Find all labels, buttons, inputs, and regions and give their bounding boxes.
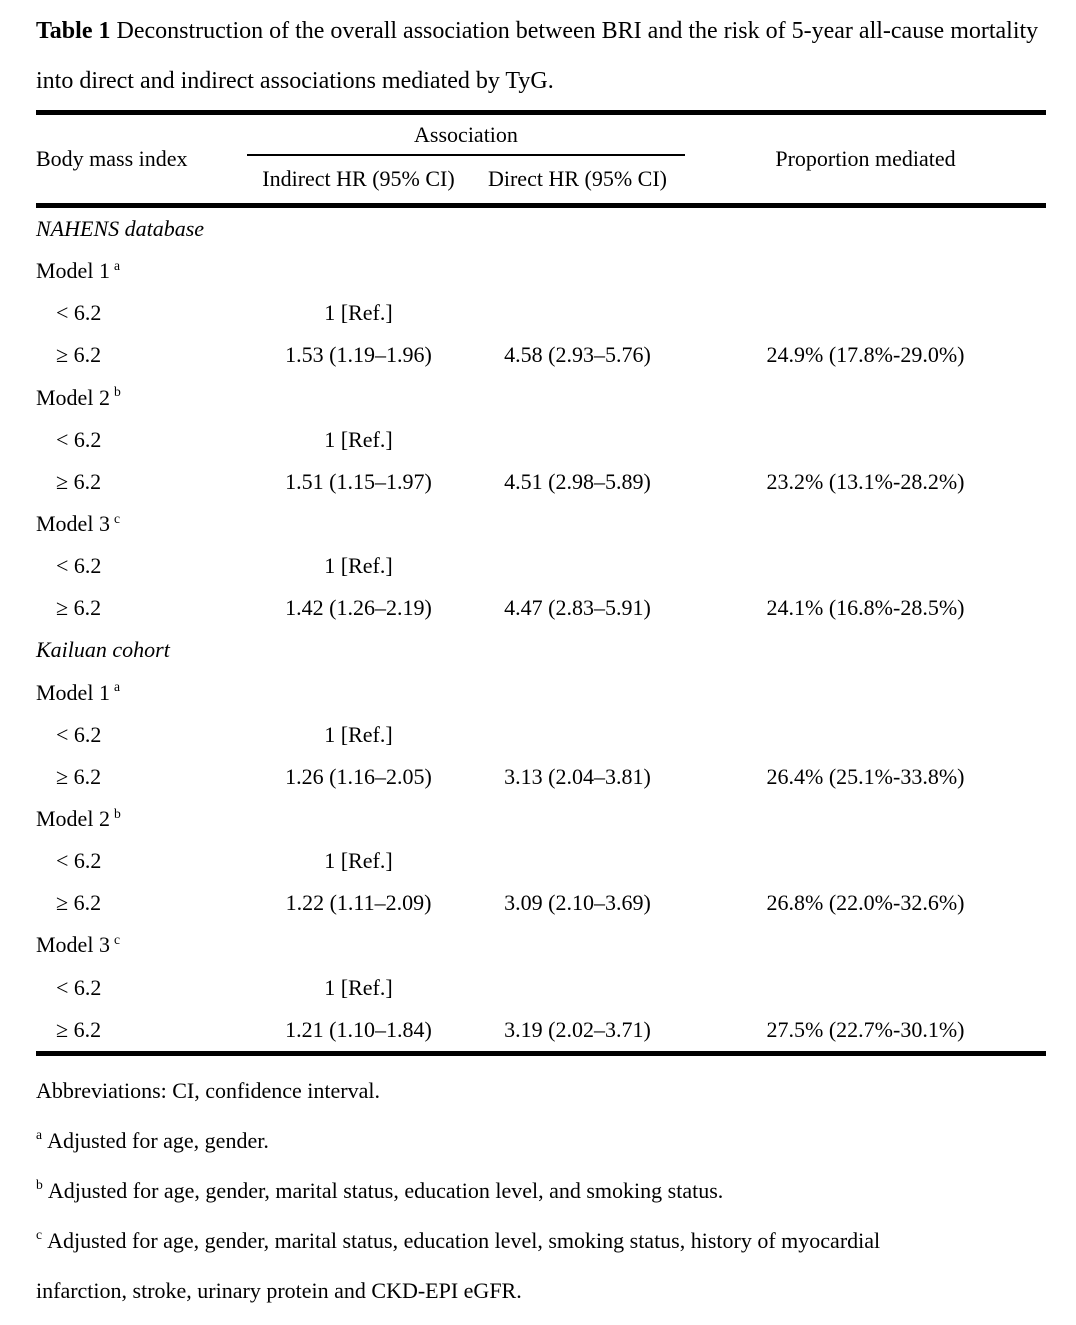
model-footnote-marker: c bbox=[113, 932, 121, 948]
proportion-mediated-cell: 24.1% (16.8%-28.5%) bbox=[766, 595, 965, 621]
row-label: < 6.2 bbox=[56, 974, 102, 1000]
row-label: ≥ 6.2 bbox=[56, 342, 102, 368]
indirect-hr-cell: 1.53 (1.19–1.96) bbox=[285, 342, 432, 368]
row-label: ≥ 6.2 bbox=[56, 468, 102, 494]
table-row bbox=[36, 250, 1046, 292]
direct-hr-cell: 4.51 (2.98–5.89) bbox=[504, 468, 651, 494]
proportion-mediated-cell: 27.5% (22.7%-30.1%) bbox=[766, 1016, 965, 1042]
indirect-hr-cell: 1.26 (1.16–2.05) bbox=[285, 763, 432, 789]
header-proportion-mediated: Proportion mediated bbox=[775, 146, 956, 171]
indirect-hr-cell: 1.51 (1.15–1.97) bbox=[285, 468, 432, 494]
model-footnote-marker: b bbox=[113, 805, 121, 821]
direct-hr-cell: 3.13 (2.04–3.81) bbox=[504, 763, 651, 789]
table-row bbox=[36, 377, 1046, 419]
table-body bbox=[36, 208, 1046, 1051]
footnotes bbox=[36, 1066, 1046, 1316]
row-label: Model 3 $^c$ bbox=[36, 510, 121, 537]
header-direct-hr: Direct HR (95% CI) bbox=[487, 165, 667, 191]
proportion-mediated-cell: 26.8% (22.0%-32.6%) bbox=[766, 890, 965, 916]
footnote-line: $^a$ Adjusted for age, gender. bbox=[36, 1127, 269, 1153]
table-header bbox=[36, 115, 1046, 208]
row-label: Model 1 $^a$ bbox=[36, 679, 121, 705]
row-label: Model 2 $^b$ bbox=[36, 805, 121, 832]
table-row bbox=[36, 208, 1046, 250]
table-row bbox=[36, 503, 1046, 545]
indirect-hr-cell: 1.22 (1.11–2.09) bbox=[285, 890, 432, 916]
indirect-hr-cell: 1.21 (1.10–1.84) bbox=[285, 1016, 432, 1042]
header-indirect-hr: Indirect HR (95% CI) bbox=[262, 165, 455, 191]
table-row bbox=[36, 545, 1046, 587]
direct-hr-cell: 3.09 (2.10–3.69) bbox=[504, 890, 651, 916]
table-caption bbox=[36, 6, 1046, 106]
footnote-line: Abbreviations: CI, confidence interval. bbox=[36, 1077, 380, 1103]
proportion-mediated-cell: 23.2% (13.1%-28.2%) bbox=[766, 468, 965, 494]
row-label: < 6.2 bbox=[56, 848, 102, 874]
model-footnote-marker: a bbox=[113, 257, 121, 273]
table-row bbox=[36, 924, 1046, 966]
row-label: ≥ 6.2 bbox=[56, 1016, 102, 1042]
table-caption-text: Deconstruction of the overall association between BRI and the risk of 5-year all-cause mortality into direct and indirect associations mediated by TyG. bbox=[36, 18, 1039, 94]
table-row bbox=[36, 587, 1046, 629]
table-row bbox=[36, 967, 1046, 1009]
table-row bbox=[36, 629, 1046, 671]
table-row bbox=[36, 714, 1046, 756]
table-row bbox=[36, 756, 1046, 798]
direct-hr-cell: 4.58 (2.93–5.76) bbox=[504, 342, 651, 368]
indirect-hr-cell: 1 [Ref.] bbox=[324, 974, 393, 1000]
indirect-hr-cell: 1 [Ref.] bbox=[324, 300, 393, 326]
footnote-line: $^b$ Adjusted for age, gender, marital status, education level, and smoking status. bbox=[36, 1177, 724, 1203]
table-row bbox=[36, 292, 1046, 334]
row-label: < 6.2 bbox=[56, 426, 102, 452]
indirect-hr-cell: 1 [Ref.] bbox=[324, 848, 393, 874]
model-footnote-marker: c bbox=[113, 510, 121, 526]
indirect-hr-cell: 1 [Ref.] bbox=[324, 553, 393, 579]
table-row bbox=[36, 882, 1046, 924]
row-label: ≥ 6.2 bbox=[56, 595, 102, 621]
footnote-line: $^c$ Adjusted for age, gender, marital status, education level, smoking status, history of myocardial infarction, stroke, urinary protein and CKD-EPI eGFR. bbox=[36, 1227, 881, 1303]
table-caption-label: Table 1 bbox=[36, 18, 111, 44]
row-label: Model 2 $^b$ bbox=[36, 384, 121, 410]
row-label: NAHENS database bbox=[36, 216, 205, 242]
table-row bbox=[36, 840, 1046, 882]
header-body-mass-index: Body mass index bbox=[36, 146, 188, 171]
row-label: < 6.2 bbox=[56, 300, 102, 326]
proportion-mediated-cell: 26.4% (25.1%-33.8%) bbox=[766, 763, 965, 789]
row-label: ≥ 6.2 bbox=[56, 890, 102, 916]
row-label: < 6.2 bbox=[56, 721, 102, 747]
table-row bbox=[36, 672, 1046, 714]
row-label: Kailuan cohort bbox=[36, 637, 170, 663]
header-association: Association bbox=[247, 115, 685, 156]
indirect-hr-cell: 1 [Ref.] bbox=[324, 721, 393, 747]
model-footnote-marker: b bbox=[113, 384, 121, 400]
table-row bbox=[36, 1009, 1046, 1051]
indirect-hr-cell: 1.42 (1.26–2.19) bbox=[285, 595, 432, 621]
footnote-marker: a bbox=[36, 1127, 43, 1143]
direct-hr-cell: 4.47 (2.83–5.91) bbox=[504, 595, 651, 621]
row-label: Model 3 $^c$ bbox=[36, 932, 121, 958]
indirect-hr-cell: 1 [Ref.] bbox=[324, 426, 393, 452]
table-row bbox=[36, 798, 1046, 840]
header-association-group bbox=[247, 115, 685, 203]
footnote-marker: b bbox=[36, 1177, 43, 1193]
row-label: Model 1 $^a$ bbox=[36, 257, 121, 284]
table-row bbox=[36, 334, 1046, 376]
table-row bbox=[36, 461, 1046, 503]
table-row bbox=[36, 419, 1046, 461]
footnote-marker: c bbox=[36, 1227, 43, 1243]
proportion-mediated-cell: 24.9% (17.8%-29.0%) bbox=[766, 342, 965, 368]
model-footnote-marker: a bbox=[113, 679, 121, 695]
row-label: < 6.2 bbox=[56, 553, 102, 579]
results-table bbox=[36, 110, 1046, 1056]
header-association-subrow bbox=[247, 156, 685, 201]
direct-hr-cell: 3.19 (2.02–3.71) bbox=[504, 1016, 651, 1042]
row-label: ≥ 6.2 bbox=[56, 763, 102, 789]
